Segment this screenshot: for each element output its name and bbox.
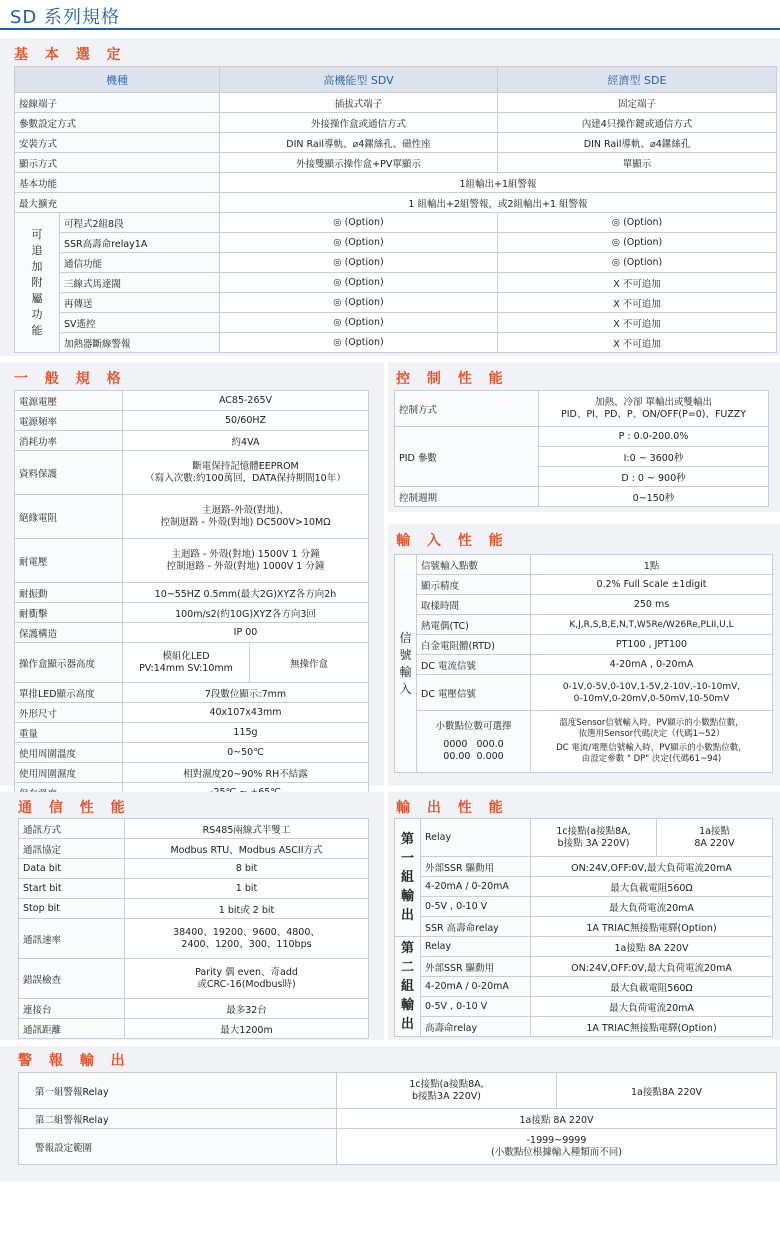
row-value: 4-20mA , 0-20mA: [531, 655, 773, 675]
table-row: [395, 391, 769, 427]
table-row: [395, 655, 773, 675]
row-value: X 不可追加: [498, 293, 777, 313]
row-value: 最大負荷電流20mA: [531, 897, 773, 917]
row-value: 100m/s2(約10G)XYZ各方向3回: [123, 603, 369, 623]
side-char: 出: [400, 1017, 414, 1032]
row-value: ◎ (Option): [498, 233, 777, 253]
row-value: ◎ (Option): [220, 213, 498, 233]
alarm-title: 警 報 輸 出: [18, 1053, 131, 1069]
value-line: 主迴路-外殼(對地)、: [202, 504, 289, 516]
side-char: 輸: [399, 664, 412, 679]
row-value: ON:24V,OFF:0V,最大負荷電流20mA: [531, 957, 773, 977]
table-row: [395, 819, 773, 857]
table-row: [15, 451, 369, 495]
row-label: DC 電壓信號: [417, 675, 531, 711]
row-label: 絕緣電阻: [15, 495, 123, 539]
table-row: [19, 879, 369, 899]
decimal-value: 00.00 0.000: [443, 750, 504, 762]
table-row: [19, 839, 369, 859]
row-label: 通訊距離: [19, 1019, 125, 1039]
table-row: [395, 997, 773, 1017]
alarm-table: [18, 1072, 777, 1165]
row-value: 插拔式端子: [220, 93, 498, 113]
row-label: 外部SSR 驅動用: [421, 957, 531, 977]
row-value: RS485兩線式半雙工: [125, 819, 369, 839]
value-line: 控制迴路 - 外殼(對地) DC500V>10MΩ: [160, 516, 331, 528]
side-char: 加: [31, 259, 43, 273]
row-label: 重量: [15, 723, 123, 743]
row-value: X 不可追加: [498, 333, 777, 353]
table-row: [15, 313, 777, 333]
row-label: Start bit: [19, 879, 125, 899]
row-value: 外接操作盒或通信方式: [220, 113, 498, 133]
row-label: 4-20mA / 0-20mA: [421, 977, 531, 997]
side-char: 能: [31, 323, 43, 337]
row-label: 連接台: [19, 999, 125, 1019]
input-table: [394, 554, 773, 773]
row-label: 參數設定方式: [15, 113, 220, 133]
row-label: 警報設定範圍: [19, 1129, 337, 1165]
decimal-value: 0000 000.0: [443, 738, 504, 750]
row-label: 熱電偶(TC): [417, 615, 531, 635]
row-label: 最大擴充: [15, 193, 220, 213]
table-row: [395, 1017, 773, 1037]
table-row: [395, 977, 773, 997]
input-title: 輸 入 性 能: [396, 533, 509, 549]
table-row: [15, 273, 777, 293]
table-row: [15, 583, 369, 603]
row-value: [531, 675, 773, 711]
row-value: [123, 451, 369, 495]
row-value: X 不可追加: [498, 313, 777, 333]
row-value: 最大負載電阻560Ω: [531, 877, 773, 897]
addon-side-label: [15, 213, 60, 353]
row-label: 基本功能: [15, 173, 220, 193]
side-char: 屬: [31, 291, 43, 305]
row-label: 使用周圍溫度: [15, 743, 123, 763]
row-label: 外部SSR 驅動用: [421, 857, 531, 877]
value-line: （寫入次數:約100萬回，DATA保持期間10年）: [145, 472, 346, 484]
table-row: [395, 575, 773, 595]
side-char: 輸: [400, 998, 414, 1013]
table-row: [15, 723, 369, 743]
row-value: [337, 1129, 777, 1165]
row-value: 0~50℃: [123, 743, 369, 763]
row-value: 1 bit或 2 bit: [125, 899, 369, 919]
value-line: 0-10mV,0-20mV,0-50mV,10-50mV: [573, 693, 730, 704]
row-label: 第二組警報Relay: [19, 1109, 337, 1129]
note-line: DC 電流/電壓信號輸入時，PV顯示的小數點位數，: [556, 743, 747, 753]
row-value: 無操作盒: [250, 643, 369, 683]
row-value: [123, 495, 369, 539]
row-label: 0-5V , 0-10 V: [421, 897, 531, 917]
group2-side-label: [395, 937, 421, 1037]
row-label: 顯示精度: [417, 575, 531, 595]
row-label: Relay: [421, 819, 531, 857]
decimal-label: 小數點位數可選擇: [435, 720, 512, 732]
row-label: 4-20mA / 0-20mA: [421, 877, 531, 897]
row-value: [123, 643, 250, 683]
row-value: DIN Rail導軌、⌀4鏍絲孔: [498, 133, 777, 153]
row-value: 7段數位顯示:7mm: [123, 683, 369, 703]
row-value: 最大負荷電流20mA: [531, 997, 773, 1017]
row-value: 1a接點 8A 220V: [337, 1109, 777, 1129]
row-label: 電源頻率: [15, 411, 123, 431]
table-row: [395, 675, 773, 711]
table-row: [395, 877, 773, 897]
basic-header-sdv: 高機能型 SDV: [220, 67, 498, 93]
row-value: ◎ (Option): [498, 253, 777, 273]
basic-header-model: 機種: [15, 67, 220, 93]
input-side-label: [395, 555, 417, 773]
row-label: 可程式2組8段: [60, 213, 220, 233]
group1-side-label: [395, 819, 421, 937]
row-label: 信號輸入點數: [417, 555, 531, 575]
side-char: 輸: [400, 889, 414, 904]
row-value: ON:24V,OFF:0V,最大負荷電流20mA: [531, 857, 773, 877]
row-label: 取樣時間: [417, 595, 531, 615]
side-char: 組: [400, 870, 414, 885]
row-label: 接線端子: [15, 93, 220, 113]
table-row: [395, 917, 773, 937]
row-label: DC 電流信號: [417, 655, 531, 675]
value-line: 主迴路 - 外殼(對地) 1500V 1 分鐘: [171, 548, 320, 560]
row-value: 1 bit: [125, 879, 369, 899]
basic-table: [14, 66, 777, 353]
row-value: 1a接點 8A 220V: [531, 937, 773, 957]
row-label: 再傳送: [60, 293, 220, 313]
side-char: 第: [400, 941, 414, 956]
row-label: 耐電壓: [15, 539, 123, 583]
row-value: ◎ (Option): [220, 253, 498, 273]
row-label: SV遙控: [60, 313, 220, 333]
table-row: [395, 555, 773, 575]
row-label: 安裝方式: [15, 133, 220, 153]
row-label: 耐衝擊: [15, 603, 123, 623]
table-row: [395, 615, 773, 635]
row-value: 1A TRIAC無接點電驛(Option): [531, 1017, 773, 1037]
title-bar: [0, 0, 780, 30]
value-line: 8A 220V: [694, 837, 735, 849]
table-row: [19, 1109, 777, 1129]
value-line: PID、PI、PD、P、ON/OFF(P=0)、FUZZY: [560, 408, 747, 420]
pid-value: D : 0 ~ 900秒: [539, 467, 769, 487]
decimal-notes: [531, 711, 773, 773]
row-value: ◎ (Option): [498, 213, 777, 233]
row-label: 第一組警報Relay: [19, 1073, 337, 1109]
basic-title: 基 本 選 定: [14, 47, 127, 63]
row-value: 115g: [123, 723, 369, 743]
row-value: [125, 959, 369, 999]
row-value: 固定端子: [498, 93, 777, 113]
side-char: 出: [400, 908, 414, 923]
side-char: 功: [31, 307, 43, 321]
side-char: 號: [399, 647, 412, 662]
pid-value: P : 0.0-200.0%: [539, 427, 769, 447]
row-label: 外形尺寸: [15, 703, 123, 723]
comm-table: [18, 818, 369, 1039]
row-value: [337, 1073, 557, 1109]
row-label: 通訊速率: [19, 919, 125, 959]
row-label: Relay: [421, 937, 531, 957]
table-row: [15, 213, 777, 233]
value-line: 1a接點: [699, 825, 730, 837]
value-line: PV:14mm SV:10mm: [139, 662, 233, 674]
value-line: 1c接點(a接點8A,: [409, 1078, 484, 1090]
row-value: 1a接點8A 220V: [557, 1073, 777, 1109]
row-value: 0.2% Full Scale ±1digit: [531, 575, 773, 595]
value-line: b接點3A 220V): [412, 1090, 481, 1102]
pid-label: PID 參數: [395, 427, 539, 487]
row-value: K,J,R,S,B,E,N,T,W5Re/W26Re,PLII,U,L: [531, 615, 773, 635]
row-value: ◎ (Option): [220, 313, 498, 333]
row-value: 單顯示: [498, 153, 777, 173]
table-row: [15, 253, 777, 273]
table-row: [15, 113, 777, 133]
row-label: 通訊協定: [19, 839, 125, 859]
table-row: [395, 897, 773, 917]
row-label: 消耗功率: [15, 431, 123, 451]
page-title: SD 系列規格: [10, 7, 121, 28]
row-value: 1組輸出+1組警報: [220, 173, 777, 193]
table-row: [15, 93, 777, 113]
value-line: 或CRC-16(Modbus時): [197, 978, 296, 990]
table-row: [395, 711, 773, 773]
table-row: [19, 919, 369, 959]
row-value: [657, 819, 773, 857]
table-row: [19, 819, 369, 839]
table-row: [19, 1019, 369, 1039]
table-row: [15, 623, 369, 643]
table-row: [15, 411, 369, 431]
side-char: 附: [31, 275, 43, 289]
basic-header-sde: 經濟型 SDE: [498, 67, 777, 93]
row-value: IP 00: [123, 623, 369, 643]
row-label: 使用周圍濕度: [15, 763, 123, 783]
row-value: PT100 , JPT100: [531, 635, 773, 655]
row-value: 約4VA: [123, 431, 369, 451]
value-line: (小數點位根據輸入種類而不同): [491, 1146, 622, 1158]
value-line: 控制迴路 - 外殼(對地) 1000V 1 分鐘: [166, 560, 325, 572]
note-line: 依選用Sensor代碼決定（代碼1~52）: [578, 729, 725, 739]
row-label: 保護構造: [15, 623, 123, 643]
row-label: 操作盒顯示器高度: [15, 643, 123, 683]
row-value: [531, 819, 657, 857]
table-row: [15, 193, 777, 213]
table-row: [15, 743, 369, 763]
row-label: 電源電壓: [15, 391, 123, 411]
side-char: 一: [400, 851, 414, 866]
row-value: 相對濕度20~90% RH不結露: [123, 763, 369, 783]
decimal-cell: [417, 711, 531, 773]
table-row: [15, 603, 369, 623]
comm-title: 通 信 性 能: [18, 800, 131, 816]
table-row: [395, 635, 773, 655]
row-label: 錯誤檢查: [19, 959, 125, 999]
general-table: [14, 390, 369, 803]
row-value: AC85-265V: [123, 391, 369, 411]
table-row: [395, 487, 769, 507]
value-line: 加熱、冷卻 單輸出或雙輸出: [594, 396, 713, 408]
value-line: 模組化LED: [162, 650, 210, 662]
table-row: [19, 859, 369, 879]
table-row: [19, 1129, 777, 1165]
row-label: 加熱器斷線警報: [60, 333, 220, 353]
table-row: [15, 539, 369, 583]
basic-header-row: [15, 67, 777, 93]
row-value: 外接雙顯示操作盒+PV單顯示: [220, 153, 498, 173]
row-value: X 不可追加: [498, 273, 777, 293]
row-label: SSR 高壽命relay: [421, 917, 531, 937]
row-value: 1A TRIAC無接點電驛(Option): [531, 917, 773, 937]
table-row: [15, 173, 777, 193]
row-label: 三線式馬達閥: [60, 273, 220, 293]
side-char: 組: [400, 979, 414, 994]
side-char: 二: [400, 960, 414, 975]
note-line: 溫度Sensor信號輸入時，PV顯示的小數點位數，: [559, 718, 744, 728]
table-row: [395, 957, 773, 977]
row-value: 250 ms: [531, 595, 773, 615]
output-table: [394, 818, 773, 1037]
table-row: [15, 333, 777, 353]
table-row: [15, 293, 777, 313]
row-label: 單排LED顯示高度: [15, 683, 123, 703]
value-line: 0-1V,0-5V,0-10V,1-5V,2-10V,-10-10mV,: [562, 681, 741, 692]
row-value: 50/60HZ: [123, 411, 369, 431]
table-row: [15, 643, 369, 683]
row-value: ◎ (Option): [220, 293, 498, 313]
table-row: [395, 857, 773, 877]
row-label: 高壽命relay: [421, 1017, 531, 1037]
row-value: 最多32台: [125, 999, 369, 1019]
row-label: 顯示方式: [15, 153, 220, 173]
table-row: [395, 595, 773, 615]
row-value: DIN Rail導軌、⌀4鏍絲孔、磁性座: [220, 133, 498, 153]
row-value: [123, 539, 369, 583]
row-value: 內建4只操作鍵或通信方式: [498, 113, 777, 133]
value-line: 38400、19200、9600、4800、: [173, 926, 320, 938]
table-row: [19, 959, 369, 999]
side-char: 信: [399, 630, 412, 645]
value-line: 2400、1200、300、110bps: [181, 938, 312, 950]
row-value: 8 bit: [125, 859, 369, 879]
row-value: ◎ (Option): [220, 273, 498, 293]
row-label: 0-5V , 0-10 V: [421, 997, 531, 1017]
row-value: [539, 391, 769, 427]
side-char: 入: [399, 681, 412, 696]
table-row: [15, 391, 369, 411]
row-label: Data bit: [19, 859, 125, 879]
table-row: [15, 495, 369, 539]
side-char: 第: [400, 832, 414, 847]
side-char: 可: [31, 227, 43, 241]
table-row: [15, 683, 369, 703]
row-label: 白金電阻體(RTD): [417, 635, 531, 655]
row-label: 通訊方式: [19, 819, 125, 839]
value-line: 1c接點(a接點8A,: [556, 825, 631, 837]
table-row: [395, 427, 769, 447]
control-title: 控 制 性 能: [396, 371, 509, 387]
table-row: [15, 703, 369, 723]
row-label: SSR高壽命relay1A: [60, 233, 220, 253]
row-value: 0~150秒: [539, 487, 769, 507]
table-row: [19, 999, 369, 1019]
table-row: [19, 1073, 777, 1109]
row-value: 最大1200m: [125, 1019, 369, 1039]
control-table: [394, 390, 769, 507]
general-title: 一 般 規 格: [14, 371, 127, 387]
row-label: 控制週期: [395, 487, 539, 507]
table-row: [395, 937, 773, 957]
output-title: 輸 出 性 能: [396, 800, 509, 816]
row-value: 最大負載電阻560Ω: [531, 977, 773, 997]
value-line: -1999~9999: [526, 1134, 587, 1146]
table-row: [15, 763, 369, 783]
table-row: [15, 133, 777, 153]
pid-value: I:0 ~ 3600秒: [539, 447, 769, 467]
value-line: 斷電保持記憶體EEPROM: [192, 460, 299, 472]
row-value: ◎ (Option): [220, 333, 498, 353]
table-row: [19, 899, 369, 919]
row-label: 資料保護: [15, 451, 123, 495]
row-value: Modbus RTU、Modbus ASCII方式: [125, 839, 369, 859]
row-value: 1點: [531, 555, 773, 575]
value-line: Parity 偶 even、奇add: [195, 966, 298, 978]
row-value: [125, 919, 369, 959]
value-line: b接點 3A 220V): [557, 837, 630, 849]
note-line: 由設定參數 " DP" 決定(代碼61~94): [581, 754, 722, 764]
row-label: 通信功能: [60, 253, 220, 273]
row-value: 10~55HZ 0.5mm(最大2G)XYZ各方向2h: [123, 583, 369, 603]
side-char: 追: [31, 243, 43, 257]
row-value: ◎ (Option): [220, 233, 498, 253]
table-row: [15, 233, 777, 253]
row-label: 控制方式: [395, 391, 539, 427]
table-row: [15, 153, 777, 173]
row-value: 1 組輸出+2組警報，或2組輸出+1 組警報: [220, 193, 777, 213]
row-value: 40x107x43mm: [123, 703, 369, 723]
row-label: 耐振動: [15, 583, 123, 603]
table-row: [15, 431, 369, 451]
row-label: Stop bit: [19, 899, 125, 919]
